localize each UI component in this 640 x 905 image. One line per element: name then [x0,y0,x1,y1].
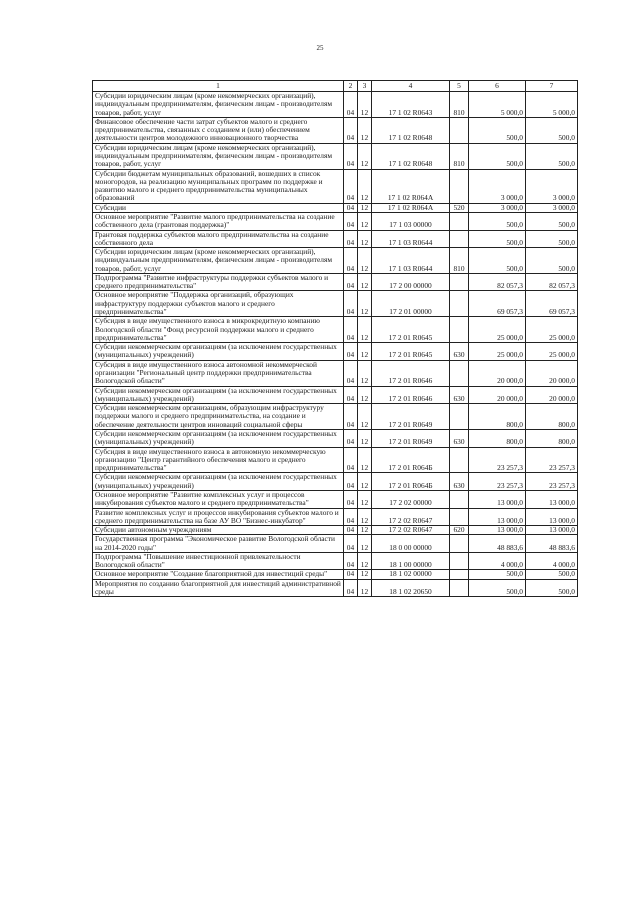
row-amount-year2-cell: 500,0 [526,570,578,579]
row-amount-year2-cell: 25 000,0 [526,317,578,343]
row-subsection-cell: 12 [358,343,372,361]
row-amount-year1-cell: 500,0 [469,143,526,169]
row-amount-year1-cell: 4 000,0 [469,552,526,570]
row-section-cell: 04 [344,490,358,508]
table-row [93,117,578,143]
row-amount-year2-cell: 500,0 [526,579,578,597]
row-name-cell: Подпрограмма "Развитие инфраструктуры поддержки субъектов малого и среднего предпринимательства" [93,273,344,291]
row-name-cell: Субсидии некоммерческим организациям, образующим инфраструктуру поддержки малого и среднего предпринимательства, на создание и обеспечение деятельности центров инноваций социальной сферы [93,404,344,430]
row-amount-year1-cell: 13 000,0 [469,526,526,535]
header-col-6: 6 [469,81,526,92]
table-row [93,535,578,553]
row-name-cell: Субсидии бюджетам муниципальных образований, вошедших в список моногородов, на реализацию муниципальных программ по поддержке и развитию малого и среднего предпринимательства муниципальных образований [93,169,344,203]
row-name-cell: Мероприятия по созданию благоприятной для инвестиций административной среды [93,579,344,597]
row-name-cell: Субсидия в виде имущественного взноса автономной некоммерческой организации "Региональный центр поддержки предпринимательства Вологодской области" [93,360,344,386]
table-row [93,508,578,526]
row-amount-year1-cell: 500,0 [469,212,526,230]
row-name-cell: Субсидии юридическим лицам (кроме некоммерческих организаций), индивидуальным предпринимателям, физическим лицам - производителям товаров, работ, услуг [93,248,344,274]
row-section-cell: 04 [344,291,358,317]
row-target-code-cell: 17 1 03 00000 [372,212,450,230]
row-amount-year2-cell: 82 057,3 [526,273,578,291]
table-row [93,429,578,447]
table-row [93,230,578,248]
row-expense-type-cell [450,117,469,143]
row-amount-year1-cell: 48 883,6 [469,535,526,553]
row-target-code-cell: 17 2 01 R0645 [372,317,450,343]
header-col-1: 1 [93,81,344,92]
table-row [93,570,578,579]
row-subsection-cell: 12 [358,169,372,203]
row-expense-type-cell [450,508,469,526]
row-amount-year2-cell: 25 000,0 [526,343,578,361]
row-amount-year2-cell: 4 000,0 [526,552,578,570]
row-section-cell: 04 [344,317,358,343]
row-expense-type-cell [450,490,469,508]
table-row [93,143,578,169]
row-name-cell: Субсидии [93,203,344,212]
row-expense-type-cell: 620 [450,526,469,535]
row-amount-year2-cell: 500,0 [526,230,578,248]
row-subsection-cell: 12 [358,92,372,118]
row-expense-type-cell [450,570,469,579]
row-section-cell: 04 [344,429,358,447]
row-section-cell: 04 [344,273,358,291]
row-expense-type-cell [450,535,469,553]
row-expense-type-cell: 810 [450,92,469,118]
row-subsection-cell: 12 [358,360,372,386]
row-target-code-cell: 17 2 01 R0646 [372,386,450,404]
row-amount-year1-cell: 3 000,0 [469,169,526,203]
row-expense-type-cell: 630 [450,473,469,491]
row-section-cell: 04 [344,526,358,535]
table-row [93,579,578,597]
table-row [93,169,578,203]
row-amount-year1-cell: 20 000,0 [469,386,526,404]
table-row [93,317,578,343]
row-amount-year2-cell: 500,0 [526,117,578,143]
row-amount-year1-cell: 69 057,3 [469,291,526,317]
row-section-cell: 04 [344,473,358,491]
table-row [93,386,578,404]
row-name-cell: Субсидии некоммерческим организациям (за исключением государственных (муниципальных) учреждений) [93,386,344,404]
row-expense-type-cell [450,291,469,317]
row-target-code-cell: 18 1 00 00000 [372,552,450,570]
table-row [93,473,578,491]
row-section-cell: 04 [344,508,358,526]
row-target-code-cell: 17 2 01 00000 [372,291,450,317]
row-target-code-cell: 17 2 02 00000 [372,490,450,508]
row-amount-year2-cell: 500,0 [526,143,578,169]
row-amount-year1-cell: 13 000,0 [469,490,526,508]
row-amount-year1-cell: 25 000,0 [469,317,526,343]
row-name-cell: Субсидии юридическим лицам (кроме некоммерческих организаций), индивидуальным предпринимателям, физическим лицам - производителям товаров, работ, услуг [93,92,344,118]
row-section-cell: 04 [344,386,358,404]
row-subsection-cell: 12 [358,230,372,248]
row-amount-year2-cell: 13 000,0 [526,508,578,526]
row-subsection-cell: 12 [358,570,372,579]
row-target-code-cell: 17 1 02 R064A [372,203,450,212]
row-name-cell: Государственная программа "Экономическое развитие Вологодской области на 2014-2020 годы" [93,535,344,553]
table-row [93,92,578,118]
row-expense-type-cell: 810 [450,143,469,169]
row-target-code-cell: 17 2 01 R0645 [372,343,450,361]
row-name-cell: Основное мероприятие "Развитие малого предпринимательства на создание собственного дела (грантовая поддержка)" [93,212,344,230]
row-expense-type-cell: 630 [450,343,469,361]
row-subsection-cell: 12 [358,508,372,526]
row-name-cell: Субсидия в виде имущественного взноса в автономную некоммерческую организацию "Центр гарантийного обеспечения малого и среднего предпринимательства" [93,447,344,473]
table-row [93,490,578,508]
row-target-code-cell: 18 0 00 00000 [372,535,450,553]
row-subsection-cell: 12 [358,473,372,491]
row-expense-type-cell: 810 [450,248,469,274]
table-row [93,291,578,317]
header-col-5: 5 [450,81,469,92]
row-name-cell: Субсидии некоммерческим организациям (за исключением государственных (муниципальных) учреждений) [93,343,344,361]
table-row [93,248,578,274]
row-name-cell: Основное мероприятие "Развитие комплексных услуг и процессов инкубирования субъектов малого и среднего предпринимательства" [93,490,344,508]
budget-table [92,80,578,597]
row-expense-type-cell [450,579,469,597]
row-amount-year1-cell: 500,0 [469,570,526,579]
row-section-cell: 04 [344,570,358,579]
table-row [93,203,578,212]
row-target-code-cell: 17 2 01 R064Б [372,447,450,473]
row-section-cell: 04 [344,92,358,118]
row-section-cell: 04 [344,117,358,143]
row-amount-year1-cell: 13 000,0 [469,508,526,526]
row-amount-year2-cell: 13 000,0 [526,526,578,535]
row-section-cell: 04 [344,230,358,248]
row-amount-year1-cell: 25 000,0 [469,343,526,361]
row-section-cell: 04 [344,552,358,570]
table-row [93,360,578,386]
row-amount-year1-cell: 800,0 [469,404,526,430]
row-subsection-cell: 12 [358,490,372,508]
row-expense-type-cell [450,212,469,230]
row-expense-type-cell [450,317,469,343]
row-name-cell: Грантовая поддержка субъектов малого предпринимательства на создание собственного дела [93,230,344,248]
row-name-cell: Подпрограмма "Повышение инвестиционной привлекательности Вологодской области" [93,552,344,570]
row-amount-year1-cell: 20 000,0 [469,360,526,386]
table-row [93,552,578,570]
row-section-cell: 04 [344,343,358,361]
row-target-code-cell: 17 1 02 R064A [372,169,450,203]
row-amount-year2-cell: 23 257,3 [526,473,578,491]
row-amount-year1-cell: 500,0 [469,579,526,597]
table-row [93,343,578,361]
row-section-cell: 04 [344,535,358,553]
row-subsection-cell: 12 [358,117,372,143]
row-expense-type-cell: 520 [450,203,469,212]
row-expense-type-cell [450,360,469,386]
header-col-7: 7 [526,81,578,92]
row-subsection-cell: 12 [358,386,372,404]
table-header-row [93,81,578,92]
row-subsection-cell: 12 [358,447,372,473]
row-subsection-cell: 12 [358,526,372,535]
table-row [93,526,578,535]
header-col-3: 3 [358,81,372,92]
row-target-code-cell: 17 1 02 R0643 [372,92,450,118]
row-section-cell: 04 [344,360,358,386]
row-subsection-cell: 12 [358,535,372,553]
row-name-cell: Финансовое обеспечение части затрат субъектов малого и среднего предпринимательства, связанных с созданием и (или) обеспечением деятельности центров молодежного инновационного творчества [93,117,344,143]
row-target-code-cell: 17 2 02 R0647 [372,526,450,535]
row-target-code-cell: 17 1 03 R0644 [372,230,450,248]
header-col-4: 4 [372,81,450,92]
row-subsection-cell: 12 [358,552,372,570]
row-subsection-cell: 12 [358,429,372,447]
row-amount-year2-cell: 3 000,0 [526,203,578,212]
row-amount-year2-cell: 500,0 [526,212,578,230]
row-expense-type-cell [450,404,469,430]
row-amount-year1-cell: 82 057,3 [469,273,526,291]
row-amount-year2-cell: 5 000,0 [526,92,578,118]
page-number: 25 [316,44,324,52]
row-subsection-cell: 12 [358,404,372,430]
row-expense-type-cell [450,169,469,203]
row-amount-year1-cell: 500,0 [469,248,526,274]
row-expense-type-cell [450,230,469,248]
row-target-code-cell: 17 1 03 R0644 [372,248,450,274]
row-target-code-cell: 17 2 01 R064Б [372,473,450,491]
row-target-code-cell: 17 2 01 R0649 [372,429,450,447]
row-amount-year1-cell: 23 257,3 [469,473,526,491]
row-name-cell: Субсидия в виде имущественного взноса в микрокредитную компанию Вологодской области "Фонд ресурсной поддержки малого и среднего предпринимательства" [93,317,344,343]
row-amount-year2-cell: 500,0 [526,248,578,274]
row-section-cell: 04 [344,169,358,203]
row-amount-year1-cell: 3 000,0 [469,203,526,212]
table-row [93,212,578,230]
row-amount-year2-cell: 800,0 [526,404,578,430]
row-amount-year1-cell: 800,0 [469,429,526,447]
row-subsection-cell: 12 [358,317,372,343]
row-name-cell: Субсидии некоммерческим организациям (за исключением государственных (муниципальных) учреждений) [93,429,344,447]
row-section-cell: 04 [344,404,358,430]
row-amount-year2-cell: 13 000,0 [526,490,578,508]
row-amount-year2-cell: 48 883,6 [526,535,578,553]
row-target-code-cell: 17 2 01 R0646 [372,360,450,386]
row-amount-year1-cell: 5 000,0 [469,92,526,118]
row-amount-year2-cell: 3 000,0 [526,169,578,203]
row-subsection-cell: 12 [358,203,372,212]
row-section-cell: 04 [344,203,358,212]
table-row [93,404,578,430]
row-expense-type-cell [450,273,469,291]
budget-table-body [93,81,578,597]
row-section-cell: 04 [344,143,358,169]
row-subsection-cell: 12 [358,143,372,169]
row-name-cell: Развитие комплексных услуг и процессов инкубирования субъектов малого и среднего предпринимательства на базе АУ ВО "Бизнес-инкубатор" [93,508,344,526]
row-amount-year1-cell: 500,0 [469,117,526,143]
row-section-cell: 04 [344,248,358,274]
header-col-2: 2 [344,81,358,92]
row-amount-year2-cell: 20 000,0 [526,386,578,404]
row-subsection-cell: 12 [358,273,372,291]
row-expense-type-cell: 630 [450,386,469,404]
row-target-code-cell: 17 1 02 R0648 [372,143,450,169]
row-subsection-cell: 12 [358,291,372,317]
row-section-cell: 04 [344,579,358,597]
row-amount-year1-cell: 23 257,3 [469,447,526,473]
table-row [93,447,578,473]
row-subsection-cell: 12 [358,579,372,597]
row-amount-year2-cell: 23 257,3 [526,447,578,473]
row-section-cell: 04 [344,447,358,473]
row-target-code-cell: 18 1 02 00000 [372,570,450,579]
row-name-cell: Субсидии юридическим лицам (кроме некоммерческих организаций), индивидуальным предпринимателям, физическим лицам - производителям товаров, работ, услуг [93,143,344,169]
row-subsection-cell: 12 [358,212,372,230]
row-name-cell: Основное мероприятие "Поддержка организаций, образующих инфраструктуру поддержки субъектов малого и среднего предпринимательства" [93,291,344,317]
row-target-code-cell: 17 2 00 00000 [372,273,450,291]
row-section-cell: 04 [344,212,358,230]
row-expense-type-cell: 630 [450,429,469,447]
row-target-code-cell: 17 2 02 R0647 [372,508,450,526]
row-amount-year1-cell: 500,0 [469,230,526,248]
row-subsection-cell: 12 [358,248,372,274]
row-amount-year2-cell: 20 000,0 [526,360,578,386]
row-expense-type-cell [450,447,469,473]
row-expense-type-cell [450,552,469,570]
row-target-code-cell: 18 1 02 20650 [372,579,450,597]
row-target-code-cell: 17 1 02 R0648 [372,117,450,143]
row-name-cell: Субсидии некоммерческим организациям (за исключением государственных (муниципальных) учреждений) [93,473,344,491]
row-name-cell: Основное мероприятие "Создание благоприятной для инвестиций среды" [93,570,344,579]
row-target-code-cell: 17 2 01 R0649 [372,404,450,430]
table-row [93,273,578,291]
row-amount-year2-cell: 800,0 [526,429,578,447]
row-name-cell: Субсидии автономным учреждениям [93,526,344,535]
row-amount-year2-cell: 69 057,3 [526,291,578,317]
